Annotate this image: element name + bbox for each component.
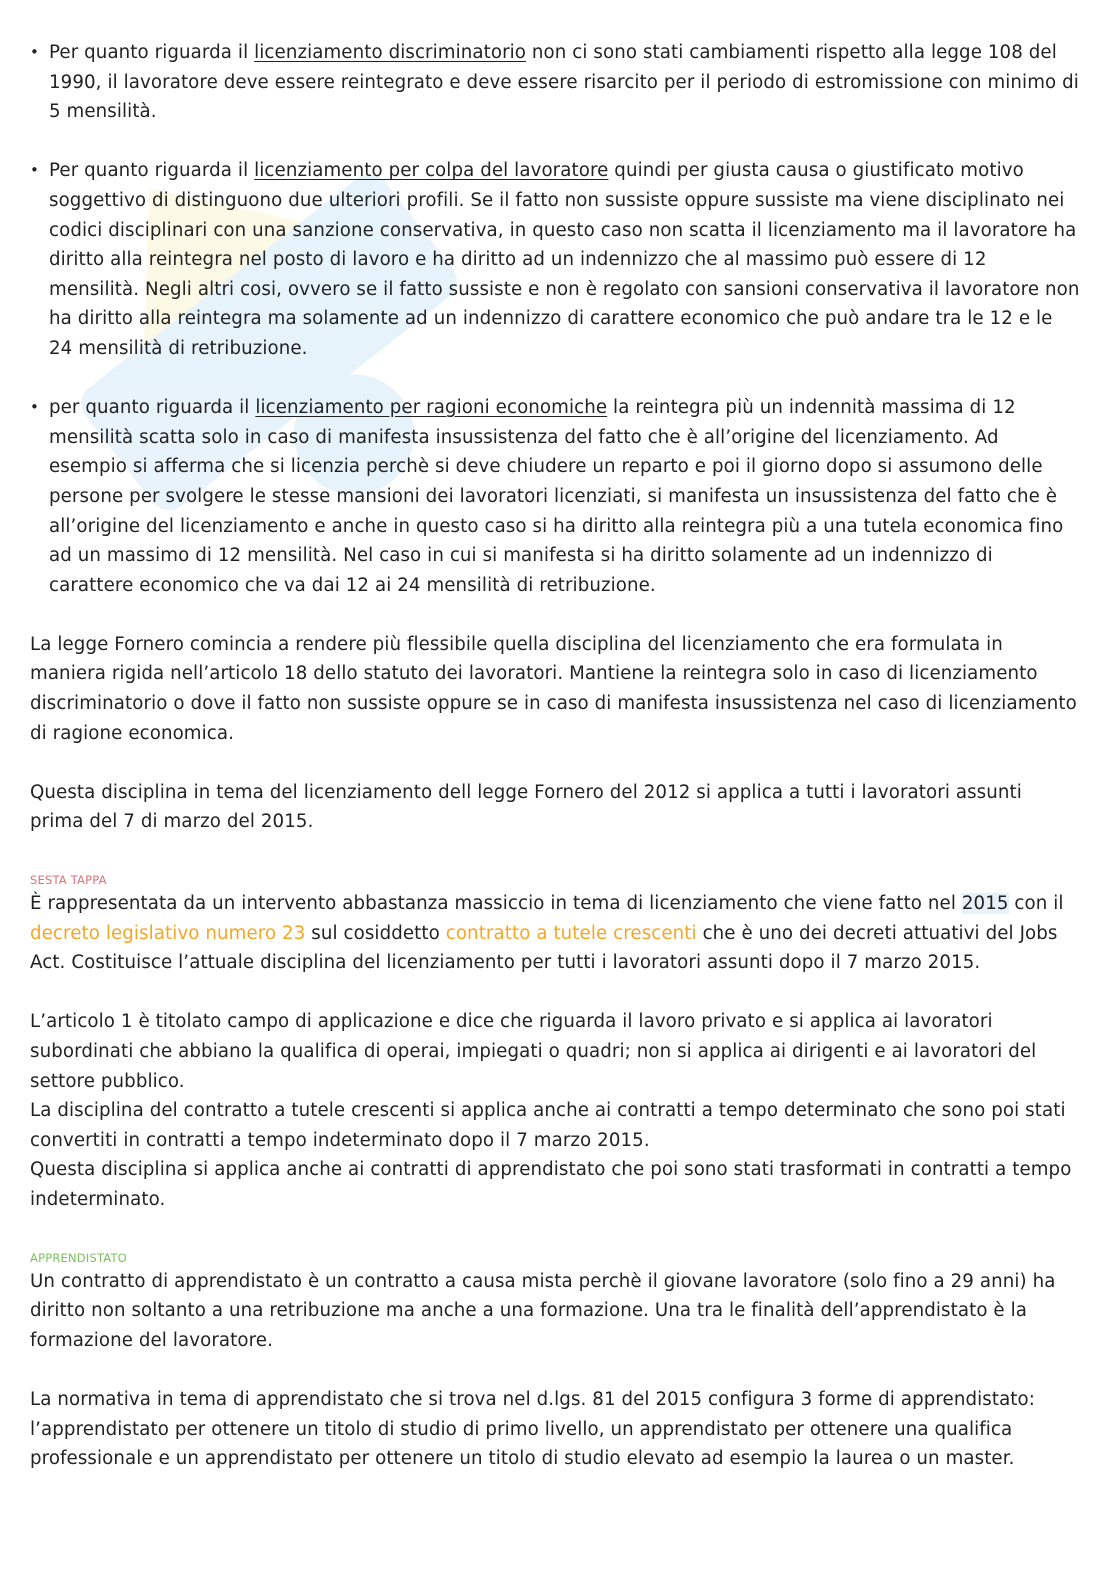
term-contratto-tutele-crescenti: contratto a tutele crescenti [445, 922, 697, 944]
bullet-colpa-lavoratore [30, 156, 1080, 363]
paragraph-apprendistato-1: Un contratto di apprendistato è un contratto a causa mista perchè il giovane lavoratore (solo fino a 29 anni) ha diritto non soltanto a una retribuzione ma anche a una formazione. Una tra le finalità dell’apprendistato è la formazione del lavoratore. [30, 1270, 1056, 1351]
term-licenziamento-discriminatorio: licenziamento discriminatorio [254, 42, 527, 63]
paragraph-apprendistato-2: La normativa in tema di apprendistato che si trova nel d.lgs. 81 del 2015 configura 3 forme di apprendistato: l’apprendistato per ottenere un titolo di studio di primo livello, un apprendistato per ottenere una qualifica professionale e un apprendistato per ottenere un titolo di studio elevato ad esempio la laurea o un master. [30, 1388, 1035, 1470]
sesta-text: che è uno dei decreti attuativi del Jobs Act. Costituisce l’attuale disciplina del licenziamento per tutti i lavoratori assunti dopo il 7 marzo 2015. [30, 922, 1058, 974]
bullet-text: Per quanto riguarda il [49, 160, 255, 182]
bullet-text: non ci sono stati cambiamenti rispetto alla legge 108 del 1990, il lavoratore deve essere reintegrato e deve essere risarcito per il periodo di estromissione con minimo di 5 mensilità. [49, 42, 1079, 123]
term-licenziamento-economico: licenziamento per ragioni economiche [255, 397, 608, 419]
bullet-discriminatorio [30, 38, 1080, 127]
sesta-text: È rappresentata da un intervento abbastanza massiccio in tema di licenziamento che viene fatto nel [30, 893, 962, 915]
paragraph-apprendistato-trasformati: Questa disciplina si applica anche ai contratti di apprendistato che poi sono stati trasformati in contratti a tempo indeterminato. [30, 1159, 1072, 1210]
bullet-text: la reintegra più un indennità massima di 12 mensilità scatta solo in caso di manifesta insussistenza del fatto che è all’origine del licenziamento. Ad esempio si afferma che si licenzia perchè si deve chiudere un reparto e poi il giorno dopo si assumono delle persone per svolgere le stesse mansioni dei lavoratori licenziati, si manifesta un insussistenza del fatto che è all’origine del licenziamento e anche in questo caso si ha diritto alla reintegra più a una tutela economica fino ad un massimo di 12 mensilità. Nel caso in cui si manifesta si ha diritto solamente ad un indennizzo di carattere economico che va dai 12 ai 24 mensilità di retribuzione. [49, 397, 1064, 596]
bullet-text: per quanto riguarda il [49, 397, 256, 419]
highlighted-year: 2015 [961, 893, 1009, 915]
sesta-text: sul cosiddetto [305, 922, 446, 944]
term-decreto-legislativo: decreto legislativo numero 23 [30, 922, 306, 944]
term-licenziamento-colpa: licenziamento per colpa del lavoratore [254, 160, 609, 182]
bullet-ragioni-economiche [30, 393, 1080, 600]
paragraph-sesta-tappa [30, 889, 1080, 978]
paragraph-fornero-2: Questa disciplina in tema del licenziamento dell legge Fornero del 2012 si applica a tutti i lavoratori assunti prima del 7 di marzo del 2015. [30, 781, 1022, 833]
sesta-text: con il [1008, 893, 1064, 915]
bullet-text: quindi per giusta causa o giustificato motivo soggettivo di distinguono due ulteriori profili. Se il fatto non sussiste oppure sussiste ma viene disciplinato nei codici disciplinari con una sanzione conservativa, in questo caso non scatta il licenziamento ma il lavoratore ha diritto alla reintegra nel posto di lavoro e ha diritto ad un indennizzo che al massimo può essere di 12 mensilità. Negli altri cosi, ovvero se il fatto sussiste e non è regolato con sansioni conservativa il lavoratore non ha diritto alla reintegra ma solamente ad un indennizzo di carattere economico che può andare tra le 12 e le 24 mensilità di retribuzione. [49, 160, 1080, 359]
bullet-list [30, 38, 1080, 600]
paragraph-tempo-determinato: La disciplina del contratto a tutele crescenti si applica anche ai contratti a tempo determinato che sono poi stati convertiti in contratti a tempo indeterminato dopo il 7 marzo 2015. [30, 1100, 1066, 1151]
paragraph-articolo-1: L’articolo 1 è titolato campo di applicazione e dice che riguarda il lavoro privato e si applica ai lavoratori subordinati che abbiano la qualifica di operai, impiegati o quadri; non si applica ai dirigenti e ai lavoratori del settore pubblico. [30, 1011, 1037, 1092]
section-label-apprendistato: APPRENDISTATO [30, 1250, 127, 1265]
section-label-sesta-tappa: SESTA TAPPA [30, 873, 107, 888]
paragraph-fornero-1: La legge Fornero comincia a rendere più flessibile quella disciplina del licenziamento che era formulata in maniera rigida nell’articolo 18 dello statuto dei lavoratori. Mantiene la reintegra solo in caso di licenziamento discriminatorio o dove il fatto non sussiste oppure se in caso di manifesta insussistenza nel caso di licenziamento di ragione economica. [30, 633, 1077, 744]
bullet-text: Per quanto riguarda il [49, 42, 255, 63]
